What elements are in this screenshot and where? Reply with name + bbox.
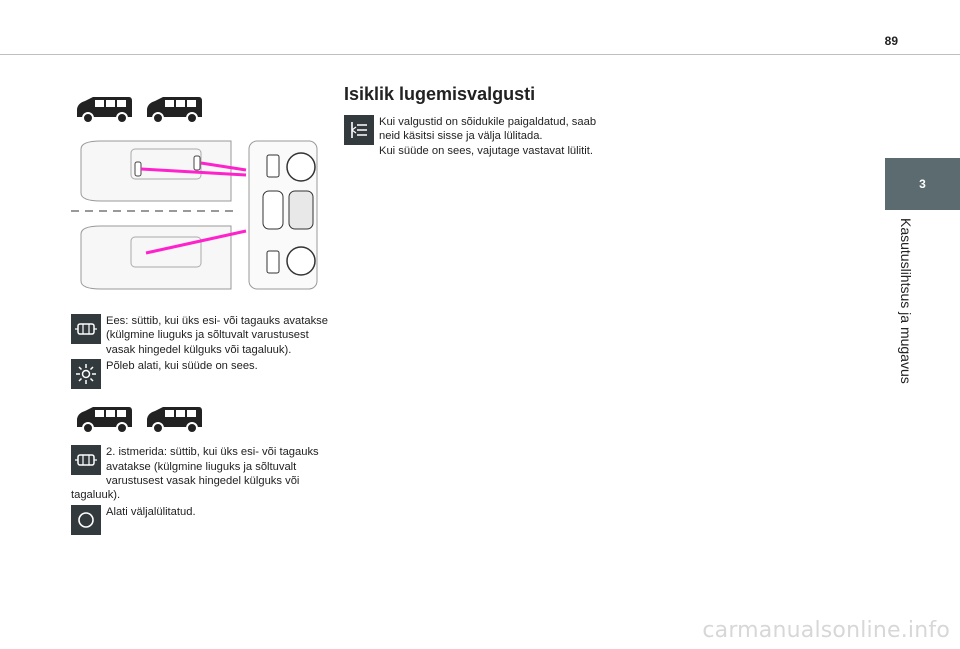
always-on-item xyxy=(71,359,331,389)
ceiling-light-diagram xyxy=(71,139,321,299)
door-light-icon xyxy=(71,314,101,344)
sun-icon xyxy=(71,359,101,389)
page-number: 89 xyxy=(884,34,898,48)
reading-light-icon xyxy=(344,115,374,145)
van-long-icon xyxy=(145,95,203,125)
front-door-light-item xyxy=(71,314,331,357)
door-light-icon xyxy=(71,445,101,475)
circle-off-icon xyxy=(71,505,101,535)
reading-light-text-2: Kui süüde on sees, vajutage vastavat lülitit. xyxy=(379,144,593,157)
chapter-title: Kasutuslihtsus ja mugavus xyxy=(898,218,914,384)
van-short-icon xyxy=(75,405,133,435)
front-door-light-text: Ees: süttib, kui üks esi- või tagauks avatakse (külgmine liuguks ja sõltuvalt varustusest vasak hingedel külguks või tagaluuk). xyxy=(106,315,328,356)
van-long-icon xyxy=(145,405,203,435)
section-heading: Isiklik lugemisvalgusti xyxy=(344,84,536,104)
reading-light-text-1: Kui valgustid on sõidukile paigaldatud, saab neid käsitsi sisse ja välja lülitada. xyxy=(379,116,597,143)
always-on-text: Põleb alati, kui süüde on sees. xyxy=(106,360,258,373)
second-row-light-text: 2. istmerida: süttib, kui üks esi- või tagauks avatakse (külgmine liuguks ja sõltuvalt varustusest vasak hingedel külguks või tagaluuk). xyxy=(71,446,319,502)
van-short-icon xyxy=(75,95,133,125)
top-divider xyxy=(0,54,960,55)
van-pair-bottom xyxy=(75,405,331,435)
reading-light-item xyxy=(344,115,604,158)
left-column xyxy=(71,95,331,535)
always-off-item xyxy=(71,505,331,535)
van-pair-top xyxy=(75,95,331,125)
right-column xyxy=(344,84,604,158)
second-row-light-item xyxy=(71,445,331,503)
watermark: carmanualsonline.info xyxy=(702,618,950,643)
chapter-tab[interactable]: 3 xyxy=(885,158,960,210)
always-off-text: Alati väljalülitatud. xyxy=(106,505,196,518)
